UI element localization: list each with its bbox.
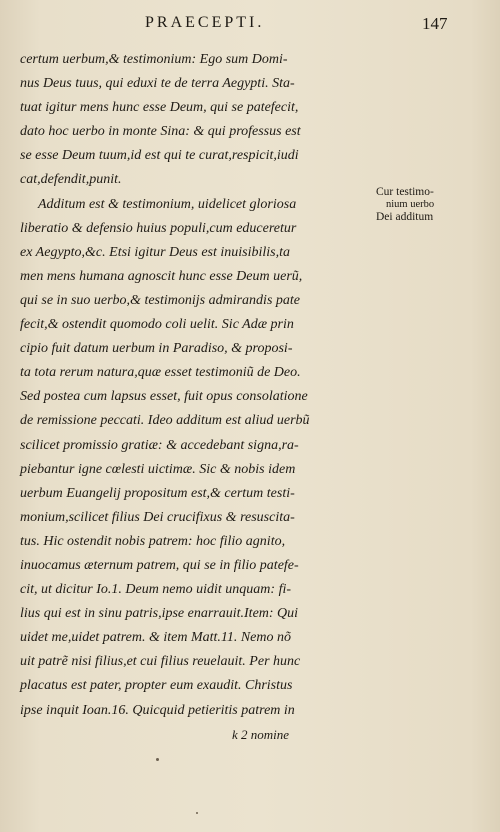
marginal-note <box>376 186 476 224</box>
text-line: tuat igitur mens hunc esse Deum, qui se patefecit, <box>20 100 299 116</box>
text-line: cit, ut dicitur Io.1. Deum nemo uidit unquam: fi- <box>20 582 292 598</box>
text-line: placatus est pater, propter eum exaudit. Christus <box>20 678 293 694</box>
running-head-title: PRAECEPTI. <box>145 14 265 31</box>
catchword: k 2 nomine <box>232 726 290 742</box>
text-line: certum uerbum,& testimonium: Ego sum Domi- <box>20 52 288 67</box>
text-line: nus Deus tuus, qui eduxi te de terra Aegypti. Sta- <box>20 76 295 92</box>
running-head <box>0 14 500 38</box>
text-line: fecit,& ostendit quomodo coli uelit. Sic Adæ prin <box>20 317 294 333</box>
marginal-note-line: Cur testimo- <box>376 186 434 198</box>
marginal-note-line: Dei additum <box>376 211 434 223</box>
page-number: 147 <box>422 14 448 33</box>
text-line: ipse inquit Ioan.16. Quicquid petieritis patrem in <box>20 702 295 718</box>
text-line: ex Aegypto,&c. Etsi igitur Deus est inuisibilis,ta <box>20 244 290 260</box>
text-line: scilicet promissio gratiæ: & accedebant signa,ra- <box>20 437 299 453</box>
text-line: uerbum Euangelij propositum est,& certum testi- <box>20 485 295 501</box>
text-line: tus. Hic ostendit nobis patrem: hoc filio agnito, <box>20 533 286 549</box>
text-line: ta tota rerum natura,quæ esset testimoniũ de Deo. <box>20 365 301 381</box>
text-line: cipio fuit datum uerbum in Paradiso, & proposi- <box>20 341 293 357</box>
paragraph-start-line: Additum est & testimonium, uidelicet gloriosa <box>38 196 297 212</box>
text-line: men mens humana agnoscit hunc esse Deum uerũ, <box>20 268 303 284</box>
paper-speck <box>196 812 198 814</box>
text-line: qui se in suo uerbo,& testimonijs admirandis pate <box>20 292 300 308</box>
marginal-note-line: nium uerbo <box>386 198 435 210</box>
text-line: liberatio & defensio huius populi,cum educeretur <box>20 220 297 236</box>
text-line: Sed postea cum lapsus esset, fuit opus consolatione <box>20 389 308 405</box>
text-line: cat,defendit,punit. <box>20 172 122 188</box>
text-line: se esse Deum tuum,id est qui te curat,respicit,iudi <box>20 148 299 164</box>
text-line: monium,scilicet filius Dei crucifixus & resuscita- <box>20 509 295 525</box>
body-text <box>20 48 380 747</box>
text-line: de remissione peccati. Ideo additum est aliud uerbũ <box>20 413 310 429</box>
text-line: uit patrẽ nisi filius,et cui filius reuelauit. Per hunc <box>20 654 301 670</box>
text-line: lius qui est in sinu patris,ipse enarrauit.Item: Qui <box>20 606 299 622</box>
paper-speck <box>156 758 159 761</box>
text-line: inuocamus æternum patrem, qui se in filio patefe- <box>20 557 299 573</box>
text-line: piebantur igne cœlesti uictimæ. Sic & nobis idem <box>20 461 296 477</box>
text-line: uidet me,uidet patrem. & item Matt.11. Nemo nõ <box>20 630 292 646</box>
text-line: dato hoc uerbo in monte Sina: & qui professus est <box>20 124 301 140</box>
